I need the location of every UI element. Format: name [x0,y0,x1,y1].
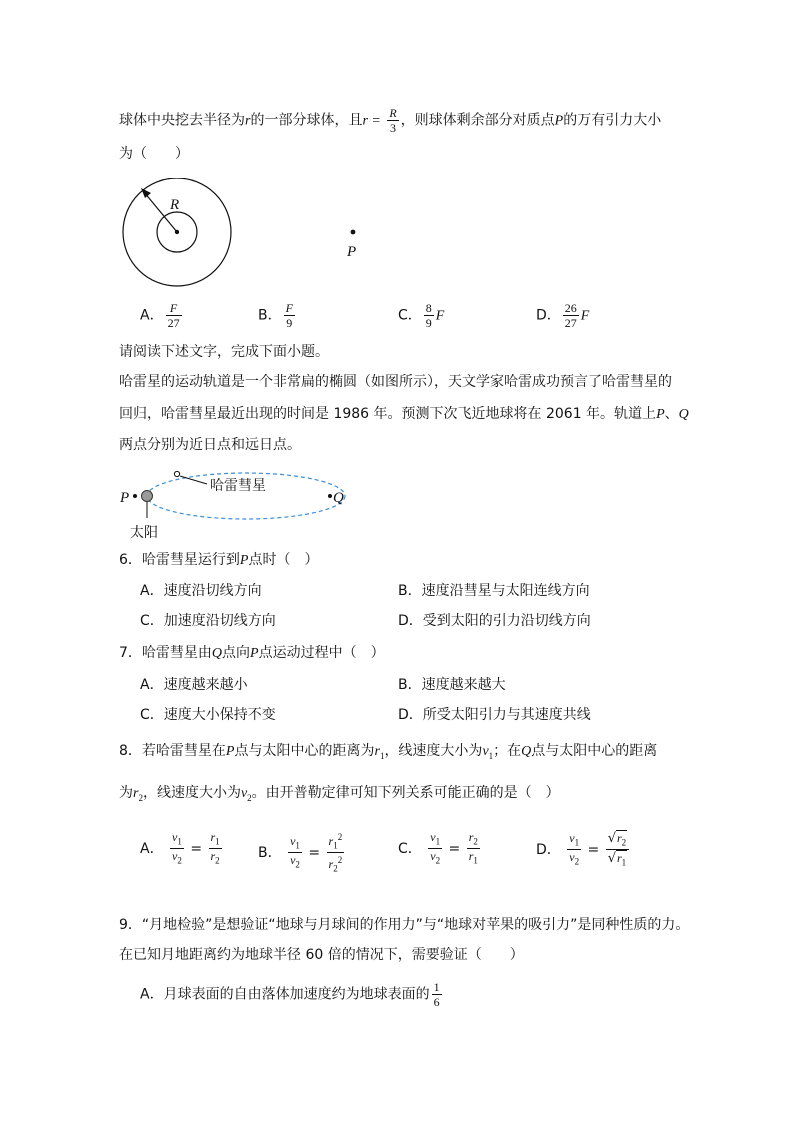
q7-option-a[interactable]: A．速度越来越小 [140,677,248,693]
radius-label: R [170,197,180,213]
q7-option-b[interactable]: B．速度越来越大 [398,677,506,693]
intro-line2: 哈雷星的运动轨道是一个非常扁的椭圆（如图所示），天文学家哈雷成功预言了哈雷彗星的 [119,374,672,390]
sun-icon [142,491,153,502]
q8-stem-line1: 8．若哈雷彗星在P点与太阳中心的距离为$r_1$，线速度大小为$v_1$；在Q点与太阳中心的距离 [119,743,658,761]
q7-option-c[interactable]: C．速度大小保持不变 [140,707,276,723]
orbit-Q-label: Q [333,490,344,506]
q5-stem-line1: 球体中央挖去半径为r的一部分球体，且r = $\frac{R}{3}$ ，则球体剩余部分对质点P的万有引力大小 [119,106,662,135]
q6-option-b[interactable]: B．速度沿彗星与太阳连线方向 [398,583,590,599]
intro-line4: 两点分别为近日点和远日点。 [119,437,301,453]
q5-option-b[interactable]: B． $\frac{F}{9}$ [258,301,293,330]
q5-option-a[interactable]: A． $\frac{F}{27}$ [140,301,180,330]
intro-line3: 回归，哈雷彗星最近出现的时间是 1986 年。预测下次飞近地球将在 2061 年。轨道上P、Q [119,406,689,422]
halley-orbit-figure [115,462,355,542]
comet-leader-line [180,476,207,484]
q6-option-d[interactable]: D．受到太阳的引力沿切线方向 [398,613,591,629]
q8-stem-line2: 为$r_2$，线速度大小为$v_2$。由开普勒定律可知下列关系可能正确的是（ ） [119,785,560,803]
q8-option-b[interactable]: B． $\frac{v_1}{v_2}$ = $\frac{r_1^2}{r_2^2}$ [258,832,343,874]
comet-dot [174,471,179,476]
point-Q-marker [328,494,332,498]
q9-option-a[interactable]: A．月球表面的自由落体加速度约为地球表面的 $\frac{1}{6}$ [140,980,440,1009]
hollow-sphere-figure [115,178,375,288]
point-P-marker [133,494,137,498]
q8-option-c[interactable]: C． $\frac{v_1}{v_2}$ = $\frac{r_2}{r_1}$ [398,830,478,866]
q6-stem: 6．哈雷彗星运行到P点时（ ） [119,552,319,568]
q6-option-a[interactable]: A．速度沿切线方向 [140,583,262,599]
q8-option-d[interactable]: D． $\frac{v_1}{v_2}$ = $\frac{√r_2}{√r_1}$ [536,830,631,870]
q8-option-a[interactable]: A． $\frac{v_1}{v_2}$ = $\frac{r_1}{r_2}$ [140,830,220,866]
q7-option-d[interactable]: D．所受太阳引力与其速度共线 [398,707,591,723]
q9-stem-line1: 9．“月地检验”是想验证“地球与月球间的作用力”与“地球对苹果的吸引力”是同种性质的力。 [119,917,690,933]
q7-stem: 7．哈雷彗星由Q点向P点运动过程中（ ） [119,645,385,661]
point-P-label: P [347,244,357,260]
q9-stem-line2: 在已知月地距离约为地球半径 60 倍的情况下，需要验证（ ） [119,947,524,963]
sun-label: 太阳 [130,525,158,541]
q6-option-c[interactable]: C．加速度沿切线方向 [140,613,276,629]
point-P-dot [351,230,356,235]
q5-option-d[interactable]: D． $\frac{26}{27}$ F [536,301,590,330]
radius-arrow-head [141,188,151,198]
q5-stem-line2: 为（ ） [119,146,189,162]
q5-option-c[interactable]: C． $\frac{8}{9}$ F [398,301,445,330]
orbit-P-label: P [120,490,130,506]
r-equals-R-over-3: $\frac{R}{3}$ [389,106,397,135]
comet-label: 哈雷彗星 [210,478,266,494]
intro-line1: 请阅读下述文字，完成下面小题。 [119,344,329,360]
